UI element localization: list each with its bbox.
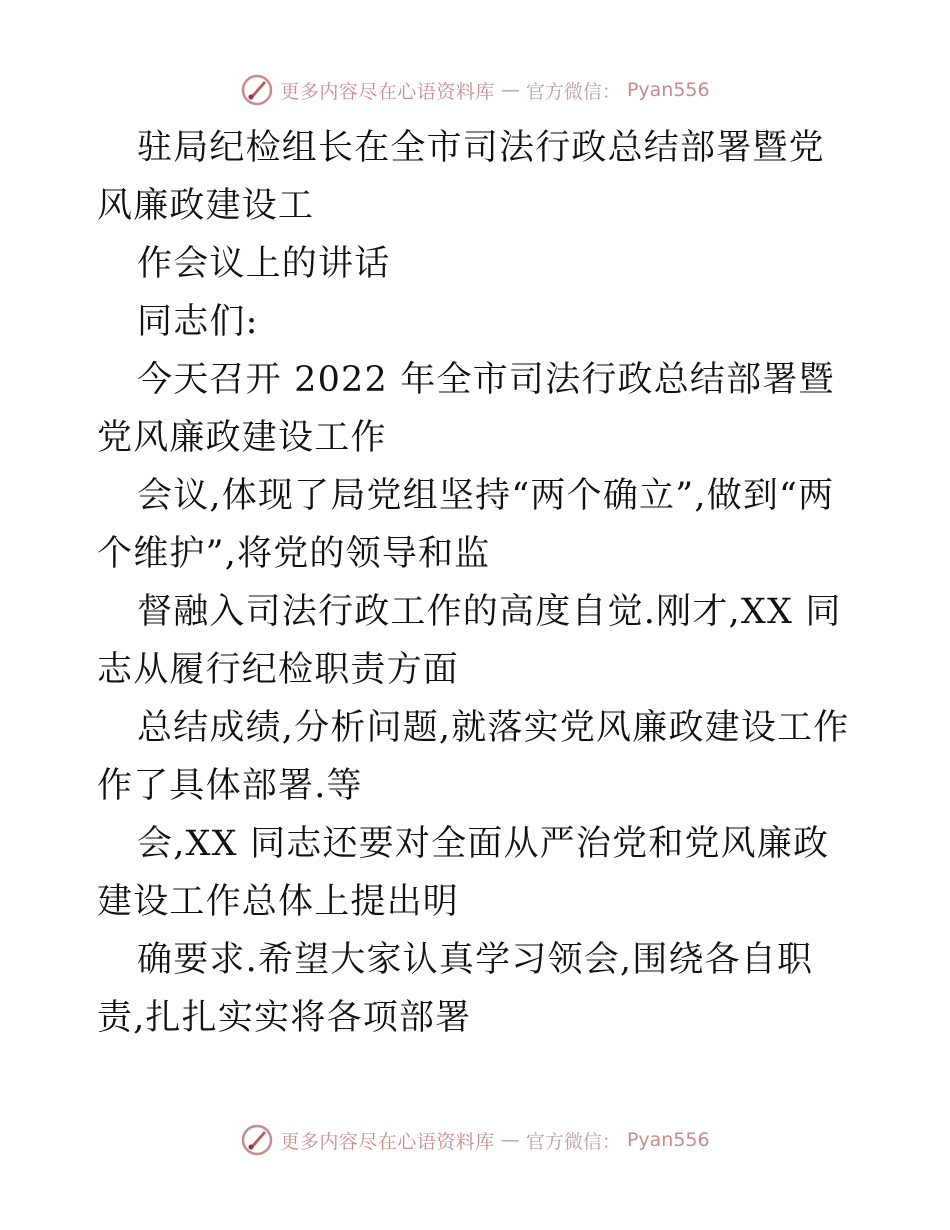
watermark-wechat-label: 官方微信： — [525, 1130, 621, 1153]
watermark-wechat-id: Pyan556 — [626, 1129, 710, 1151]
watermark-separator: — — [500, 79, 520, 101]
body-paragraph: 会议,体现了局党组坚持“两个确立”,做到“两个维护”,将党的领导和监 — [97, 476, 835, 574]
watermark-wechat-id: Pyan556 — [626, 79, 710, 101]
quill-seal-icon — [240, 73, 274, 107]
header-watermark — [0, 70, 950, 110]
body-paragraph: 会,XX 同志还要对全面从严治党和党风廉政建设工作总体上提出明 — [97, 824, 830, 922]
body-paragraph: 确要求.希望大家认真学习领会,围绕各自职责,扎扎实实将各项部署 — [97, 940, 814, 1038]
salutation: 同志们: — [137, 302, 259, 342]
body-paragraph: 今天召开 2022 年全市司法行政总结部署暨党风廉政建设工作 — [97, 360, 835, 458]
body-paragraph: 总结成绩,分析问题,就落实党风廉政建设工作作了具体部署.等 — [97, 708, 850, 806]
document-title-line-2: 作会议上的讲话 — [137, 244, 391, 284]
document-body — [97, 119, 857, 1047]
watermark-separator: — — [500, 1129, 520, 1151]
document-title-line-1: 驻局纪检组长在全市司法行政总结部署暨党风廉政建设工 — [97, 128, 825, 226]
body-paragraph: 督融入司法行政工作的高度自觉.刚才,XX 同志从履行纪检职责方面 — [97, 592, 842, 690]
footer-watermark — [0, 1120, 950, 1160]
watermark-site-text: 更多内容尽在心语资料库 — [280, 80, 495, 103]
watermark-site-text: 更多内容尽在心语资料库 — [280, 1130, 495, 1153]
quill-seal-icon — [240, 1123, 274, 1157]
watermark-wechat-label: 官方微信： — [525, 80, 621, 103]
